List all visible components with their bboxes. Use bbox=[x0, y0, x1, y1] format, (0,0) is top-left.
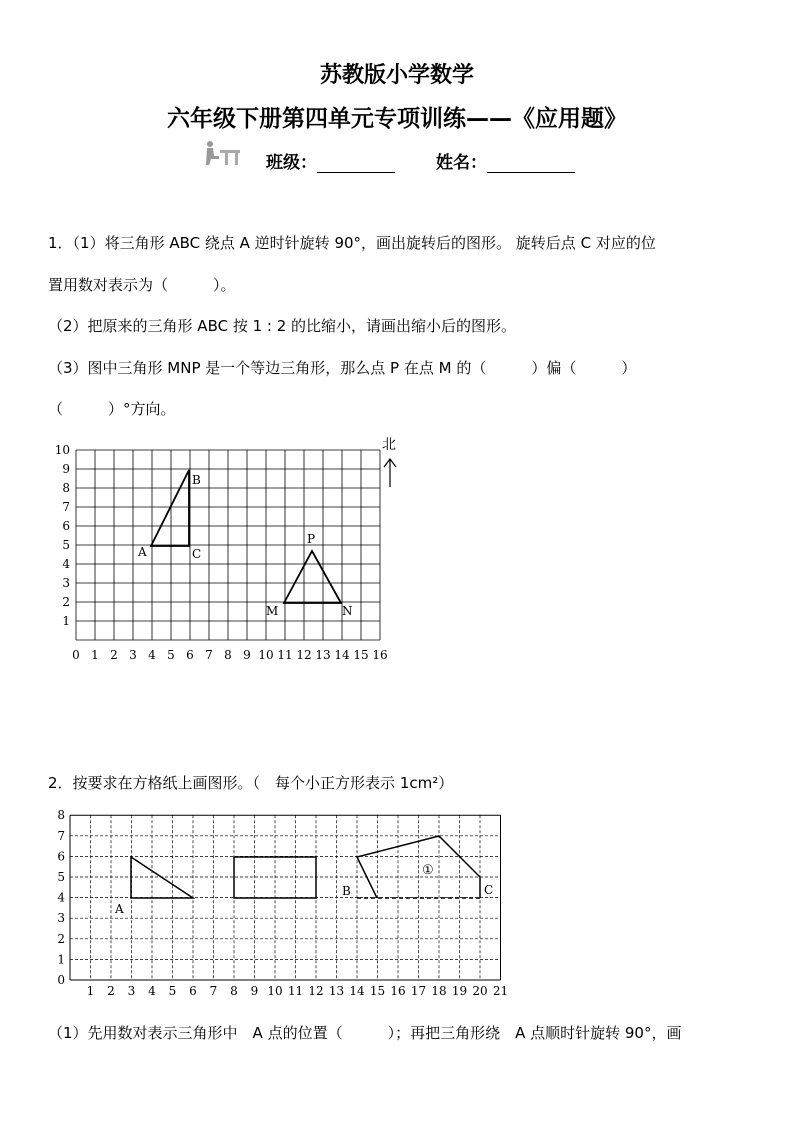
q1-line1: 1．（1）将三角形 ABC 绕点 A 逆时针旋转 90°，画出旋转后的图形。 旋转后点 C 对应的位 bbox=[48, 234, 656, 252]
q1-grid-figure bbox=[0, 430, 420, 670]
circle-one-label: ① bbox=[422, 863, 434, 878]
y-tick-label: 3 bbox=[57, 911, 65, 926]
x-tick-label: 11 bbox=[287, 984, 304, 998]
x-tick-label: 8 bbox=[224, 648, 232, 662]
point-label-b: B bbox=[192, 473, 201, 487]
x-tick-label: 1 bbox=[91, 648, 99, 662]
x-tick-label: 9 bbox=[250, 984, 259, 998]
x-tick-label: 21 bbox=[492, 984, 509, 998]
y-tick-label: 2 bbox=[62, 595, 70, 609]
y-tick-label: 9 bbox=[62, 462, 70, 476]
x-tick-label: 9 bbox=[243, 648, 251, 662]
x-tick-label: 3 bbox=[127, 984, 136, 998]
x-tick-label: 17 bbox=[410, 984, 427, 998]
x-tick-label: 15 bbox=[353, 648, 369, 662]
name-label: 姓名： bbox=[436, 153, 487, 173]
x-tick-label: 5 bbox=[168, 984, 177, 998]
y-tick-label: 8 bbox=[57, 808, 65, 823]
x-tick-label: 8 bbox=[230, 984, 238, 998]
point-label-p: P bbox=[307, 532, 316, 546]
point-label-m: M bbox=[266, 604, 279, 618]
x-tick-label: 10 bbox=[267, 984, 283, 998]
y-tick-label: 3 bbox=[62, 576, 70, 590]
y-tick-label: 4 bbox=[57, 890, 65, 905]
x-tick-label: 1 bbox=[86, 984, 95, 998]
x-tick-label: 0 bbox=[72, 648, 80, 662]
x-tick-label: 15 bbox=[369, 984, 386, 998]
y-tick-label: 1 bbox=[62, 614, 70, 628]
north-label: 北 bbox=[382, 437, 396, 453]
x-tick-label: 13 bbox=[315, 648, 331, 662]
q1-y-ticks bbox=[55, 443, 71, 628]
y-tick-label: 5 bbox=[62, 538, 70, 552]
y-tick-label: 5 bbox=[57, 870, 65, 884]
student-desk-icon bbox=[203, 140, 241, 166]
y-tick-label: 0 bbox=[57, 973, 65, 987]
q1-grid-lines bbox=[76, 450, 380, 640]
name-field bbox=[436, 148, 575, 174]
y-tick-label: 7 bbox=[62, 500, 70, 514]
name-blank[interactable] bbox=[487, 152, 575, 173]
class-blank[interactable] bbox=[317, 152, 395, 173]
q2-x-ticks bbox=[87, 984, 508, 998]
q2-line1: 2．按要求在方格纸上画图形。（ 每个小正方形表示 1cm²） bbox=[48, 774, 454, 792]
q2-line2: （1）先用数对表示三角形中 A 点的位置（ ）；再把三角形绕 A 点顺时针旋转 90°，画 bbox=[48, 1024, 682, 1042]
y-tick-label: 7 bbox=[57, 828, 65, 843]
q1-x-ticks bbox=[72, 648, 387, 662]
shape-triangle bbox=[131, 857, 193, 898]
x-tick-label: 14 bbox=[334, 648, 350, 662]
y-tick-label: 2 bbox=[57, 931, 65, 946]
point-label-c: C bbox=[484, 883, 494, 897]
x-tick-label: 6 bbox=[186, 648, 194, 662]
x-tick-label: 13 bbox=[328, 984, 345, 998]
x-tick-label: 3 bbox=[129, 648, 137, 662]
x-tick-label: 5 bbox=[167, 648, 175, 662]
x-tick-label: 14 bbox=[349, 984, 365, 998]
triangle-abc bbox=[151, 470, 189, 546]
point-label-a: A bbox=[115, 902, 124, 916]
x-tick-label: 2 bbox=[107, 984, 115, 998]
x-tick-label: 16 bbox=[372, 648, 388, 662]
x-tick-label: 11 bbox=[277, 648, 293, 662]
x-tick-label: 12 bbox=[296, 648, 312, 662]
north-arrow-icon bbox=[384, 459, 396, 487]
q1-line5: （ ）°方向。 bbox=[48, 400, 176, 418]
q2-y-ticks bbox=[57, 808, 65, 987]
point-label-a: A bbox=[138, 545, 147, 559]
x-tick-label: 10 bbox=[258, 648, 274, 662]
point-label-b: B bbox=[342, 884, 351, 898]
page-subtitle: 六年级下册第四单元专项训练——《应用题》 bbox=[167, 106, 627, 132]
x-tick-label: 18 bbox=[431, 984, 447, 998]
x-tick-label: 4 bbox=[148, 648, 156, 662]
x-tick-label: 4 bbox=[148, 984, 156, 998]
x-tick-label: 20 bbox=[472, 984, 488, 998]
y-tick-label: 6 bbox=[62, 519, 70, 533]
class-field bbox=[266, 148, 395, 174]
x-tick-label: 2 bbox=[110, 648, 118, 662]
x-tick-label: 7 bbox=[205, 648, 213, 662]
q1-line2: 置用数对表示为（ ）。 bbox=[48, 276, 236, 294]
x-tick-label: 16 bbox=[390, 984, 406, 998]
page-title: 苏教版小学数学 bbox=[319, 63, 474, 88]
x-tick-label: 19 bbox=[451, 984, 468, 998]
triangle-mnp bbox=[284, 551, 341, 603]
x-tick-label: 6 bbox=[189, 984, 197, 998]
y-tick-label: 1 bbox=[57, 952, 65, 967]
q1-line3: （2）把原来的三角形 ABC 按 1 : 2 的比缩小，请画出缩小后的图形。 bbox=[48, 317, 517, 335]
point-label-n: N bbox=[342, 604, 353, 618]
x-tick-label: 12 bbox=[308, 984, 324, 998]
y-tick-label: 6 bbox=[57, 849, 65, 864]
class-label: 班级： bbox=[266, 153, 317, 173]
q1-line4: （3）图中三角形 MNP 是一个等边三角形，那么点 P 在点 M 的（ ）偏（ ） bbox=[48, 359, 637, 377]
y-tick-label: 4 bbox=[62, 557, 70, 571]
q2-grid-figure bbox=[0, 806, 520, 1002]
y-tick-label: 10 bbox=[54, 443, 70, 457]
y-tick-label: 8 bbox=[62, 481, 70, 495]
point-label-c: C bbox=[192, 547, 202, 561]
x-tick-label: 7 bbox=[209, 984, 218, 998]
